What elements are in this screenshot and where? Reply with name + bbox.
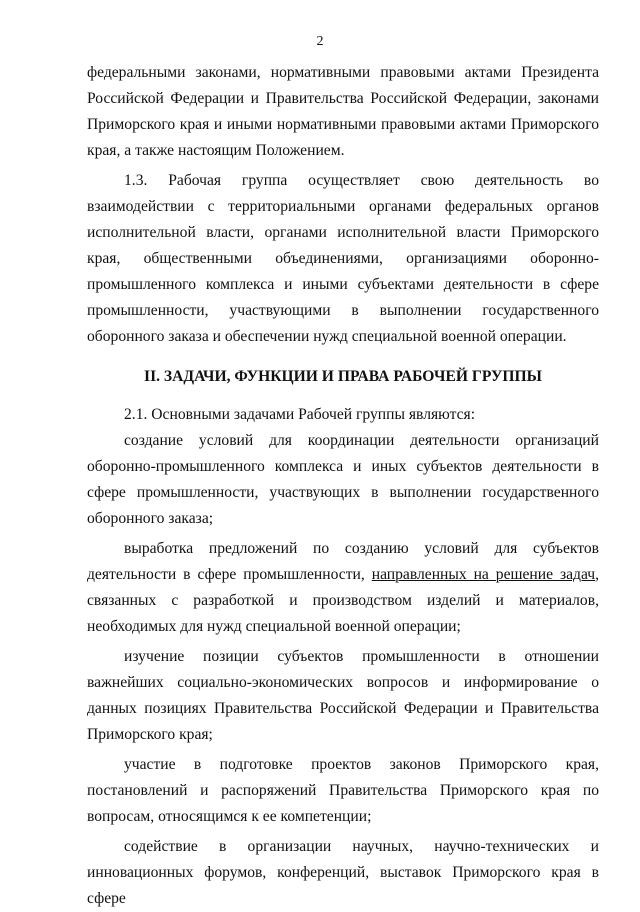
document-body bbox=[87, 60, 599, 912]
task-proposals-part-c: , связанных с разработкой и производством изделий и материалов, необходимых для нужд специальной военной операции; bbox=[87, 566, 600, 635]
section-heading: II. ЗАДАЧИ, ФУНКЦИИ И ПРАВА РАБОЧЕЙ ГРУППЫ bbox=[144, 368, 542, 385]
paragraph-continuation: федеральными законами, нормативными правовыми актами Президента Российской Федерации и Правительства Российской Федерации, законами Приморского края и иными нормативными правовыми актами Приморского края, а также настоящим Положением. bbox=[87, 64, 599, 159]
task-coordination: создание условий для координации деятельности организаций оборонно-промышленного комплекса и иных субъектов деятельности в сфере промышленности, участвующих в выполнении государственного оборонного заказа; bbox=[87, 432, 599, 527]
page-number: 2 bbox=[316, 34, 324, 49]
task-forums: содействие в организации научных, научно-технических и инновационных форумов, конференций, выставок Приморского края в сфере bbox=[87, 838, 599, 907]
task-proposals-part-a: выработка предложений по созданию условий для субъектов деятельности в сфере промышленности, bbox=[87, 540, 599, 583]
task-study-positions: изучение позиции субъектов промышленности в отношении важнейших социально-экономических вопросов и информирование о данных позициях Правительства Российской Федерации и Правительства Приморского края; bbox=[87, 648, 599, 743]
paragraph-2-1: 2.1. Основными задачами Рабочей группы являются: bbox=[124, 406, 476, 423]
task-draft-laws: участие в подготовке проектов законов Приморского края, постановлений и распоряжений Правительства Приморского края по вопросам, относящимся к ее компетенции; bbox=[87, 756, 599, 825]
task-proposals-marked-text: направленных на решение задач bbox=[371, 566, 596, 583]
paragraph-1-3: 1.3. Рабочая группа осуществляет свою деятельность во взаимодействии с территориальными органами федеральных органов исполнительной власти, органами исполнительной власти Приморского края, общественными объединениями, организациями оборонно-промышленного комплекса и иными субъектами деятельности в сфере промышленности, участвующими в выполнении государственного оборонного заказа и обеспечении нужд специальной военной операции. bbox=[87, 172, 599, 345]
task-proposals bbox=[87, 536, 599, 640]
